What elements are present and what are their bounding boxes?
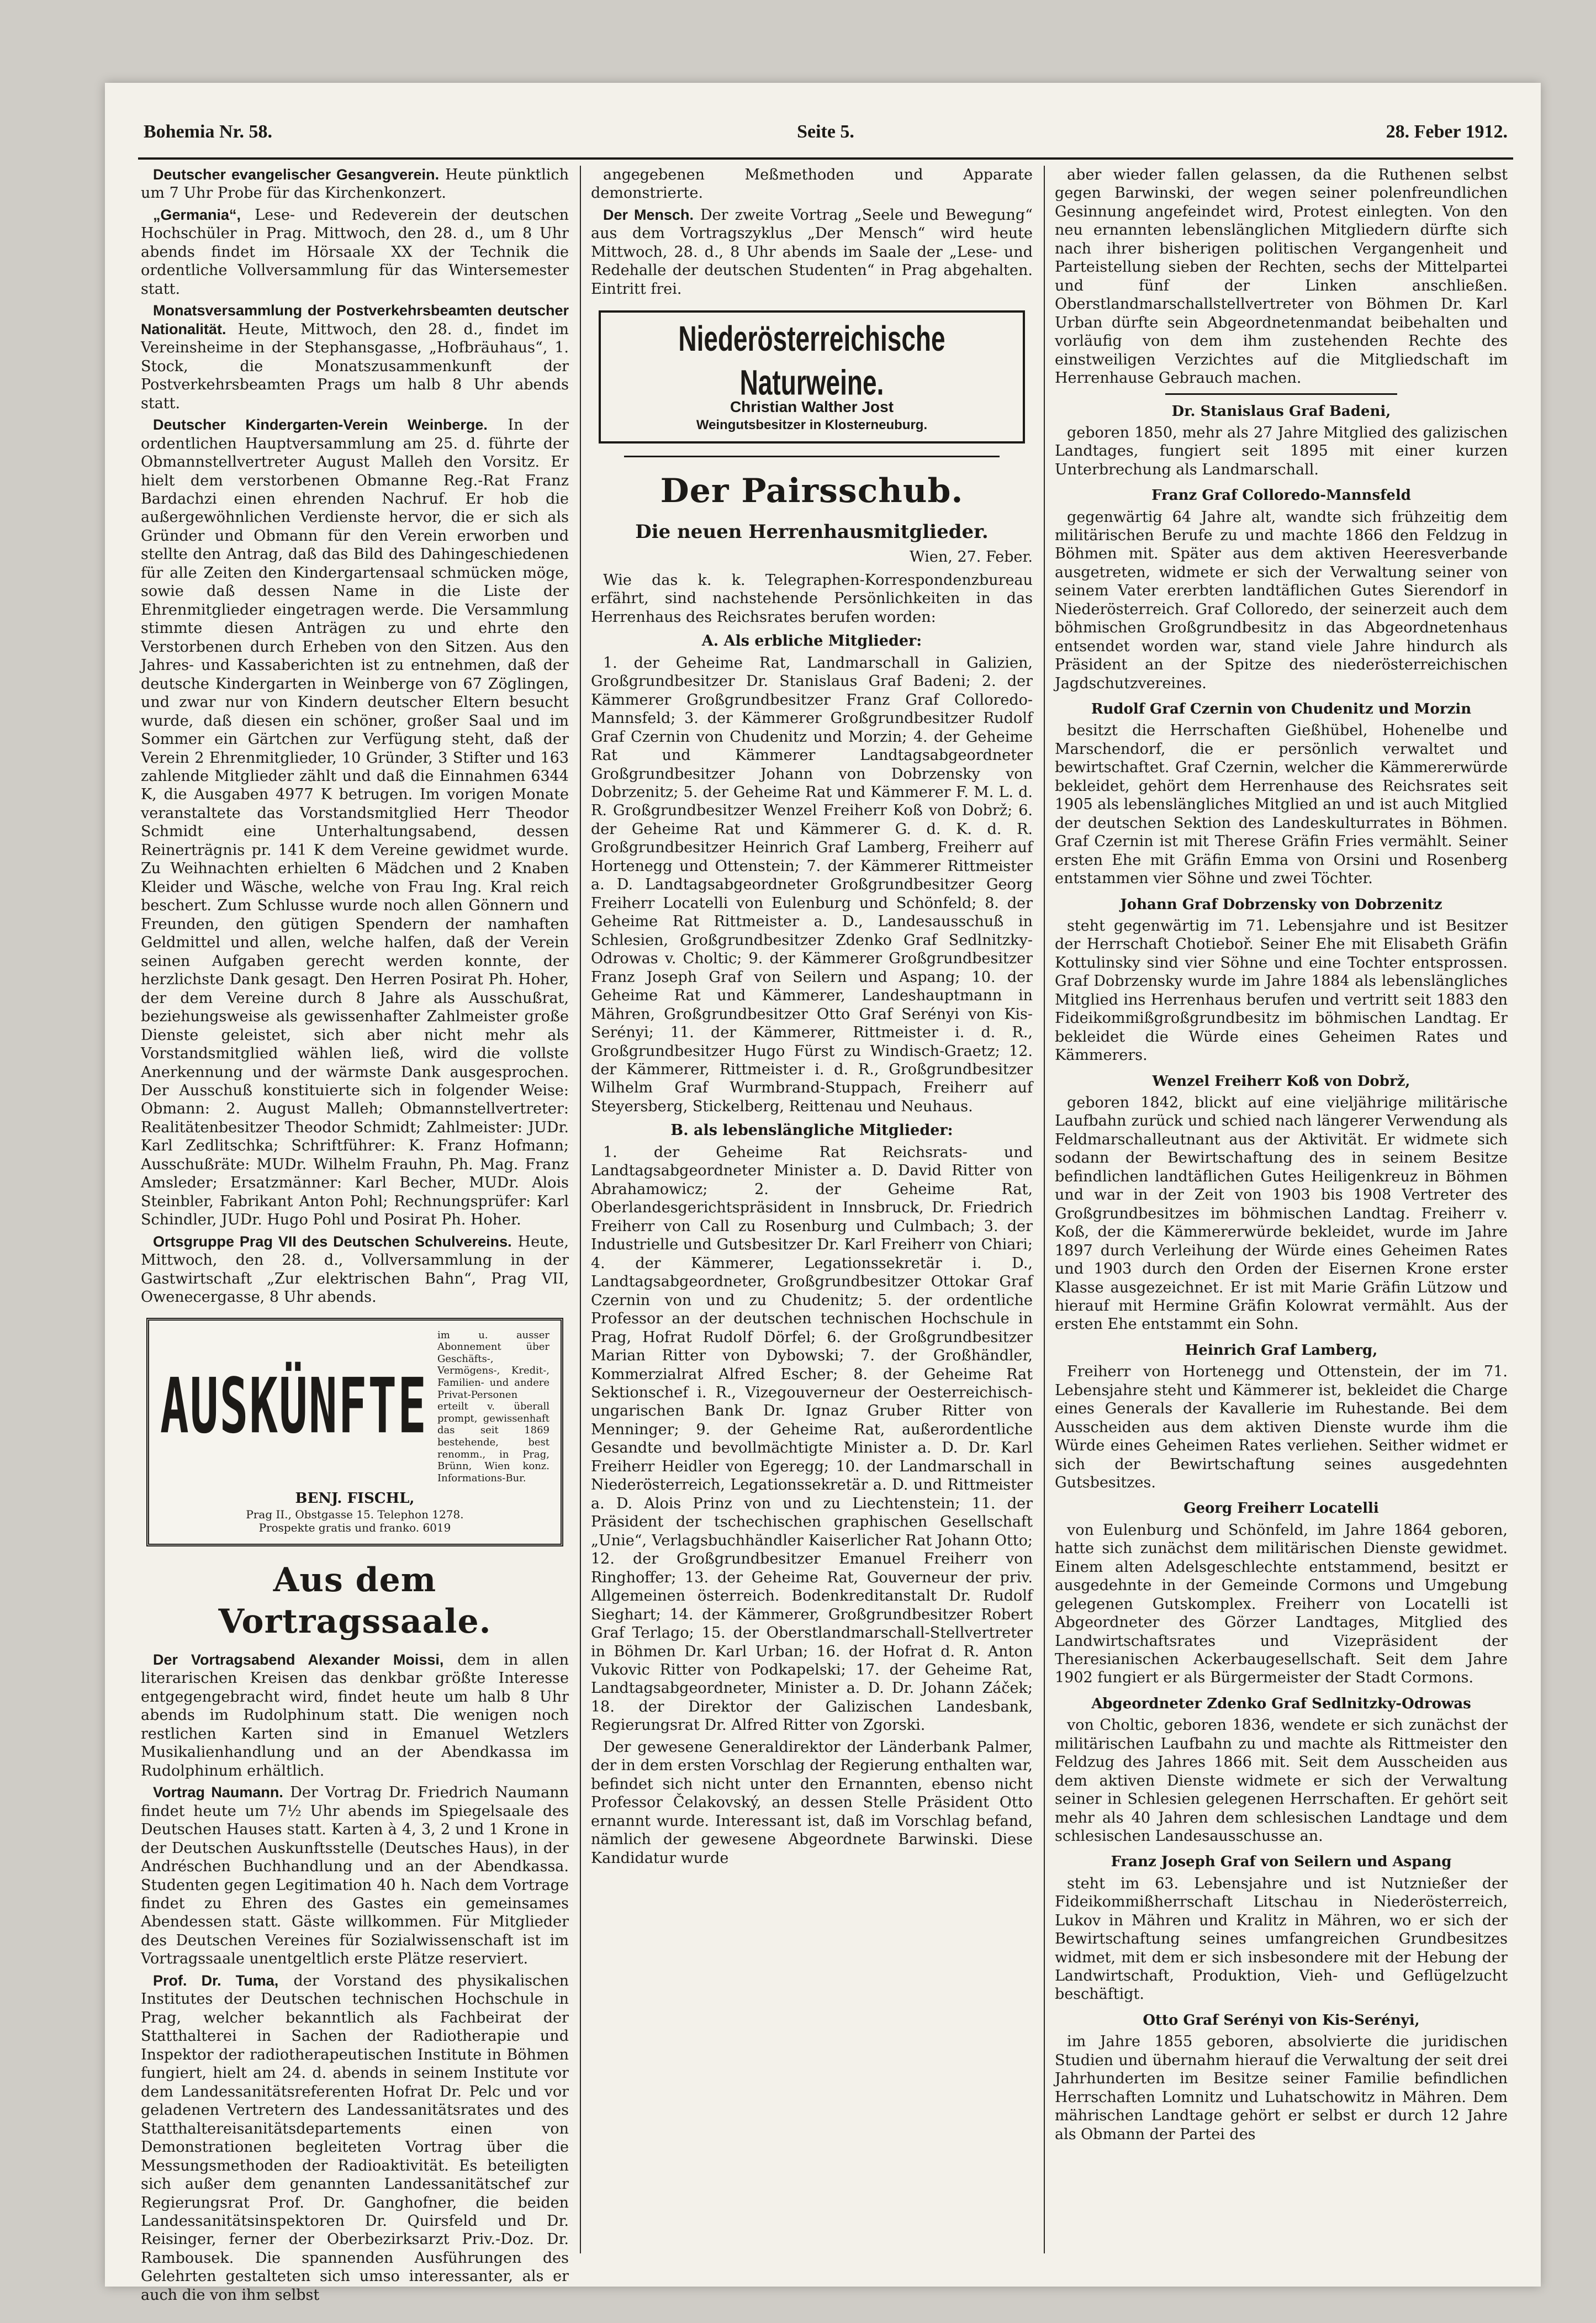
bio-heading: Rudolf Graf Czernin von Chudenitz und Morzin — [1091, 701, 1472, 718]
section-b-heading: B. als lebenslängliche Mitglieder: — [670, 1122, 953, 1139]
notice-schulverein: Ortsgruppe Prag VII des Deutschen Schulvereins. Heute, Mittwoch, den 28. d., Vollversammlung in der Gastwirtschaft „Zur elektrischen Bahn“, Prag VII, Owenecergasse, 8 Uhr abends. — [141, 1233, 569, 1306]
page-number: Seite 5. — [797, 122, 854, 142]
column-2 — [591, 166, 1033, 2264]
dateline: Wien, 27. Feber. — [910, 548, 1033, 566]
bio-heading: Franz Graf Colloredo-Mannsfeld — [1151, 487, 1411, 504]
section-a-heading: A. Als erbliche Mitglieder: — [701, 632, 922, 650]
article-moissi: Der Vortragsabend Alexander Moissi, dem in allen literarischen Kreisen das denkbar größte Interesse entgegengebracht wird, findet heute um halb 8 Uhr abends im Rudolphinum statt. Die wenigen noch restlichen Karten sind in Emanuel Wetzlers Musikalienhandlung und an der Abendkassa im Rudolphinum erhältlich. — [141, 1651, 569, 1780]
notice-postverkehrsbeamten: Monatsversammlung der Postverkehrsbeamten deutscher Nationalität. Heute, Mittwoch, den 28. d., findet im Vereinsheime in der Stephansgasse, „Hofbräuhaus“, 1. Stock, die Monatszusammenkunft der Postverkehrsbeamten Prags um halb 8 Uhr abends statt. — [141, 302, 569, 412]
header-rule — [138, 157, 1513, 160]
article-tuma: Prof. Dr. Tuma, der Vorstand des physikalischen Institutes der Deutschen technischen Hochschule in Prag, welcher bekanntlich als Fachbeirat der Statthalterei in Sachen der Radiotherapie und Inspektor der radiotherapeutischen Institute in Böhmen fungiert, hielt am 24. d. abends in seinem Institute vor dem Landessanitätsreferenten Hofrat Dr. Pelc und vor geladenen Vertretern des Landessanitätsrates und des Statthaltereisanitätsdepartements einen von Demonstrationen begleiteten Vortrag über die Messungsmethoden der Radioaktivität. Es beteiligten sich außer dem genannten Landessanitätschef zur Regierungsrat Prof. Dr. Ganghofner, die beiden Landessanitätsinspektoren Dr. Quirsfeld und Dr. Reisinger, ferner der Oberbezirksarzt Priv.-Doz. Dr. Rambousek. Die spannenden Ausführungen des Gelehrten gestalteten sich umso interessanter, als er auch die von ihm selbst — [141, 1972, 569, 2304]
ad-note: Prospekte gratis und franko. 6019 — [258, 1521, 451, 1535]
bio-heading: Otto Graf Serényi von Kis-Serényi, — [1143, 2011, 1420, 2029]
continued-text: aber wieder fallen gelassen, da die Ruthenen selbst gegen Barwinski, der wegen seiner polenfreundlichen Gesinnung angefeindet wird, Protest einlegten. Von den neu ernannten lebenslänglichen Mitgliedern dürfte sich nach ihrer bisherigen politischen Vergangenheit und Parteistellung sieben der Rechten, sechs der Mittelpartei und fünf der Linken anschließen. Oberstlandmarschallstellvertreter von Böhmen Dr. Karl Urban dürfte sein Abgeordnetenmandat beibehalten und vorläufig von dem ihm zustehenden Rechte des einstweiligen Verzichtes auf die Mitgliedschaft im Herrenhause Gebrauch machen. — [1055, 166, 1508, 387]
bio-heading: Franz Joseph Graf von Seilern und Aspang — [1111, 1854, 1452, 1871]
bio-text: steht im 63. Lebensjahre und ist Nutznießer der Fideikommißherrschaft Litschau in Niederösterreich, Lukov in Mähren und Kralitz in Mähren, wo er sich der Bewirtschaftung seines umfangreichen Grundbesitzes widmet, mit dem er sich insbesondere mit der Hebung der Landwirtschaft, Produktion, Vieh- und Geflügelzucht beschäftigt. — [1055, 1875, 1508, 2003]
advertisement-naturweine — [599, 310, 1025, 444]
bio-heading: Johann Graf Dobrzensky von Dobrzenitz — [1120, 896, 1442, 913]
bio-text: geboren 1842, blickt auf eine vieljährige militärische Laufbahn zurück und schied nach längerer Verwendung als Feldmarschalleutnant aus der Aktivität. Er widmete sich sodann der Bewirtschaftung des in seinem Besitze befindlichen landtäflichen Gutes Heiligenkreuz in Böhmen und war in der Zeit von 1903 bis 1908 Vertreter des Großgrundbesitzes im böhmischen Landtag. Freiherr v. Koß, der die Kämmererwürde bekleidet, wurde im Jahre 1897 durch Verleihung der Würde eines Geheimen Rates und 1903 durch den Orden der Eisernen Krone erster Klasse ausgezeichnet. Er ist mit Marie Gräfin Lützow und hierauf mit Hermine Gräfin Kolowrat vermählt. Aus der ersten Ehe entstammt ein Sohn. — [1055, 1094, 1508, 1333]
bio-text: geboren 1850, mehr als 27 Jahre Mitglied des galizischen Landtages, fungiert seit 1895 mit einer kurzen Unterbrechung als Landmarschall. — [1055, 424, 1508, 478]
ad-address: Prag II., Obstgasse 15. Telephon 1278. — [246, 1507, 464, 1521]
notice-germania: „Germania“, Lese- und Redeverein der deutschen Hochschüler in Prag. Mittwoch, den 28. d., um 8 Uhr abends findet im Hörsaale XX der Technik die ordentliche Vollversammlung für das Wintersemester statt. — [141, 206, 569, 298]
bio-heading: Abgeordneter Zdenko Graf Sedlnitzky-Odrowas — [1091, 1695, 1471, 1712]
notice-kindergarten-verein: Deutscher Kindergarten-Verein Weinberge. In der ordentlichen Hauptversammlung am 25. d. führte der Obmannstellvertreter August Malleh den Vorsitz. Er hielt dem verstorbenen Obmanne Reg.-Rat Franz Bardachzi einen ehrenden Nachruf. Er hob die außergewöhnlichen Verdienste hervor, die er sich als Gründer und Obmann für den Verein erworben und stellte den Antrag, daß das Bild des Dahingeschiedenen für alle Zeiten den Kindergartensaal schmücken möge, sowie daß dessen Name in die Liste der Ehrenmitglieder eingetragen werde. Die Versammlung stimmte diesen Anträgen zu und ehrte den Verstorbenen durch Erheben von den Sitzen. Aus den Jahres- und Kassaberichten ist zu entnehmen, daß der deutsche Kindergarten in Weinberge von 67 Zöglingen, und zwar nur von Kindern deutscher Eltern besucht wurde, daß diesen ein schöner, großer Saal und im Sommer ein Gärtchen zur Verfügung steht, daß der Verein 2 Ehrenmitglieder, 10 Gründer, 3 Stifter und 163 zahlende Mitglieder zählt und daß die Einnahmen 6344 K, die Ausgaben 4977 K betrugen. Im vorigen Monate veranstaltete das Vorstandsmitglied Herr Theodor Schmidt eine Unterhaltungsabend, dessen Reinerträgnis pr. 141 K dem Vereine gewidmet wurde. Zu Weihnachten erhielten 6 Mädchen und 2 Knaben Kleider und Wäsche, welche von Frau Ing. Kral reich beschert. Zum Schlusse wurde noch allen Gönnern und Freunden, den gütigen Spendern der namhaften Geldmittel und allen, welche halfen, daß der Verein seinen Aufgaben gerecht werden konnte, der herzlichste Dank gesagt. Den Herren Posirat Ph. Hoher, der dem Vereine durch 8 Jahre als Ausschußrat, beziehungsweise als gewissenhafter Zahlmeister große Dienste geleistet, sich aber nicht mehr als Vorstandsmitglied wählen ließ, wird die vollste Anerkennung und der wärmste Dank ausgesprochen. Der Ausschuß konstituierte sich in folgender Weise: Obmann: 2. August Malleh; Obmannstellvertreter: Realitätenbesitzer Theodor Schmidt; Zahlmeister: JUDr. Karl Zedlitschka; Schriftführer: K. Franz Hofmann; Ausschußräte: MUDr. Wilhelm Frauhn, Ph. Mag. Franz Amsleder; Ersatzmänner: Karl Becher, MUDr. Alois Steinbler, Fabrikant Anton Pohl; Rechnungsprüfer: Karl Schindler, JUDr. Hugo Pohl und Posirat Ph. Hoher. — [141, 416, 569, 1229]
column-3 — [1055, 166, 1508, 2264]
article-intro: Wie das k. k. Telegraphen-Korrespondenzbureau erfährt, sind nachstehende Persönlichkeiten in das Herrenhaus des Reichsrates berufen worden: — [591, 571, 1033, 626]
section-a-text: 1. der Geheime Rat, Landmarschall in Galizien, Großgrundbesitzer Dr. Stanislaus Graf Badeni; 2. der Kämmerer Großgrundbesitzer Franz Graf Colloredo-Mannsfeld; 3. der Kämmerer Großgrundbesitzer Rudolf Graf Czernin von Chudenitz und Morzin; 4. der Geheime Rat und Kämmerer Landtagsabgeordneter Großgrundbesitzer Johann von Dobrzensky von Dobrzenitz; 5. der Geheime Rat und Kämmerer F. M. L. d. R. Großgrundbesitzer Wenzel Freiherr Koß von Dobrž; 6. der Geheime Rat und Kämmerer G. d. K. d. R. Großgrundbesitzer Heinrich Graf Lamberg, Freiherr auf Hortenegg und Ottenstein; 7. der Kämmerer Rittmeister a. D. Landtagsabgeordneter Großgrundbesitzer Georg Freiherr Locatelli von Eulenburg und Schönfeld; 8. der Geheime Rat Rittmeister a. D., Landesausschuß in Schlesien, Großgrundbesitzer Zdenko Graf Sedlnitzky-Odrowas v. Choltic; 9. der Kämmerer Großgrundbesitzer Franz Joseph Graf von Seilern und Aspang; 10. der Geheime Rat und Kämmerer, Landeshauptmann in Mähren, Großgrundbesitzer Otto Graf Serényi von Kis-Serényi; 11. der Kämmerer, Rittmeister i. d. R., Großgrundbesitzer Hugo Fürst zu Windisch-Graetz; 12. der Kämmerer, Rittmeister i. d. R., Großgrundbesitzer Wilhelm Graf Wurmbrand-Stuppach, Freiherr auf Steyersberg, Stickelberg, Reittenau und Neuhaus. — [591, 654, 1033, 1115]
bio-text: von Eulenburg und Schönfeld, im Jahre 1864 geboren, hatte sich zunächst dem militärischen Dienste gewidmet. Einem alten Adelsgeschlechte entstammend, besitzt er ausgedehnte in der Gemeinde Cormons und Umgebung gelegenen Gutskomplex. Freiherr von Locatelli ist Abgeordneter des Görzer Landtages, Mitglied des Landwirtschaftsrates und Vizepräsident der Theresianischen Ackerbaugesellschaft. Seit dem Jahre 1902 fungiert er als Bürgermeister der Stadt Cormons. — [1055, 1521, 1508, 1687]
notice-evangelischer-gesangverein: Deutscher evangelischer Gesangverein. Heute pünktlich um 7 Uhr Probe für das Kirchenkonzert. — [141, 166, 569, 202]
column-1 — [141, 166, 569, 2304]
ad-company: BENJ. FISCHL, — [295, 1490, 415, 1507]
bio-text: besitzt die Herrschaften Gießhübel, Hohenelbe und Marschendorf, die er persönlich verwaltet und bewirtschaftet. Graf Czernin, welcher die Kämmererwürde bekleidet, gehört dem Herrenhause des Reichsrates seit 1905 als lebenslängliches Mitglied an und ist auch Mitglied der deutschen Sektion des Landeskulturrates in Böhmen. Graf Czernin ist mit Therese Gräfin Fries vermählt. Seiner ersten Ehe mit Gräfin Emma von Orsini und Rosenberg entstammen vier Söhne und zwei Töchter. — [1055, 722, 1508, 888]
article-closing: Der gewesene Generaldirektor der Länderbank Palmer, der in dem ersten Vorschlag der Regierung enthalten war, befindet sich nicht unter den Ernannten, ebenso nicht Professor Čelakovský, an dessen Stelle Präsident Otto ernannt wurde. Interessant ist, daß im Vorschlag befand, nämlich der gewesene Abgeordnete Barwinski. Diese Kandidatur wurde — [591, 1738, 1033, 1867]
issue-date: 28. Feber 1912. — [1386, 122, 1508, 142]
ad-wine-owner: Christian Walther Jost — [730, 398, 894, 416]
bio-heading: Heinrich Graf Lamberg, — [1185, 1342, 1378, 1359]
bio-text: gegenwärtig 64 Jahre alt, wandte sich frühzeitig dem militärischen Berufe zu und machte 1866 den Feldzug in Böhmen mit. Später aus dem aktiven Heeresverbande ausgetreten, widmete er sich der Verwaltung seiner von seinem Vater ererbten landtäflichen Gutes Sierendorf in Niederösterreich. Graf Colloredo, der seinerzeit auch dem böhmischen Großgrundbesitz in das Abgeordnetenhaus entsendet worden war, stand viele Jahre hindurch als Präsident an der Spitze des niederösterreichischen Jagdschutzvereines. — [1055, 508, 1508, 692]
advertisement-auskuenfte — [146, 1318, 563, 1547]
divider — [624, 456, 1000, 457]
ad-title: AUSKÜNFTE — [160, 1362, 427, 1451]
ad-wine-place: Weingutsbesitzer in Klosterneuburg. — [696, 418, 928, 433]
article-naumann: Vortrag Naumann. Der Vortrag Dr. Friedrich Naumann findet heute um 7½ Uhr abends im Spiegelsaale des Deutschen Hauses statt. Karten à 4, 3, 2 und 1 Krone in der Deutschen Auskunftsstelle (Deutsches Haus), in der Andréschen Buchhandlung und an der Abendkassa. Studenten gegen Legitimation 40 h. Nach dem Vortrage findet zu Ehren des Gastes ein gemeinsames Abendessen statt. Gäste willkommen. Für Mitglieder des Deutschen Vereines für Sozialwissenschaft ist im Vortragssaale unentgeltlich erste Plätze reserviert. — [141, 1784, 569, 1968]
section-title-vortragssaal: Aus dem Vortragssaale. — [218, 1561, 492, 1641]
ad-description: im u. ausser Abonnement über Geschäfts-, Vermögens-, Kredit-, Familien- und andere Privat-Personen erteilt v. überall prompt, gewissenhaft das seit 1869 bestehende, best renomm., in Prag, Brünn, Wien konz. Informations-Bur. — [437, 1329, 549, 1484]
bio-text: im Jahre 1855 geboren, absolvierte die juridischen Studien und übernahm hierauf die Verwaltung der seit drei Jahrhunderten im Besitze seiner Familie befindlichen Herrschaften Lomnitz und Luhatschowitz in Mähren. Dem mährischen Landtage gehört er selbst er durch 12 Jahre als Obmann der Partei des — [1055, 2033, 1508, 2143]
bio-text: Freiherr von Hortenegg und Ottenstein, der im 71. Lebensjahre steht und Kämmerer ist, bekleidet die Charge eines Generals der Kavallerie im Ruhestande. Bei dem Ausscheiden aus dem aktiven Dienste wurde ihm die Würde eines Geheimen Rates verliehen. Seither widmet er sich der Bewirtschaftung seines ausgedehnten Gutsbesitzes. — [1055, 1363, 1508, 1491]
page-header — [144, 116, 1508, 155]
article-title-pairsschub: Der Pairsschub. — [660, 471, 964, 510]
bio-text: steht gegenwärtig im 71. Lebensjahre und ist Besitzer der Herrschaft Chotieboř. Seiner Ehe mit Elisabeth Gräfin Kottulinsky sind vier Söhne und eine Tochter entsprossen. Graf Dobrzensky wurde im Jahre 1884 als lebenslängliches Mitglied ins Herrenhaus berufen und vertritt seit 1883 den Fideikommißgroßgrundbesitz im böhmischen Landtag. Er bekleidet die Würde eines Geheimen Rates und Kämmerers. — [1055, 917, 1508, 1064]
divider — [1165, 393, 1397, 395]
column-divider — [580, 166, 581, 2253]
newspaper-page — [105, 83, 1541, 2304]
masthead-issue: Bohemia Nr. 58. — [144, 122, 272, 142]
column-divider — [1044, 166, 1045, 2253]
article-mensch: Der Mensch. Der zweite Vortrag „Seele und Bewegung“ aus dem Vortragszyklus „Der Mensch“ wird heute Mittwoch, 28. d., 8 Uhr abends im Saale der „Lese- und Redehalle der deutschen Studenten“ in Prag abgehalten. Eintritt frei. — [591, 206, 1033, 298]
continued-text: angegebenen Meßmethoden und Apparate demonstrierte. — [591, 166, 1033, 202]
bio-heading: Dr. Stanislaus Graf Badeni, — [1171, 403, 1391, 420]
bio-heading: Georg Freiherr Locatelli — [1183, 1500, 1379, 1517]
section-b-text: 1. der Geheime Rat Reichsrats- und Landtagsabgeordneter Minister a. D. David Ritter von Abrahamowicz; 2. der Geheime Rat, Oberlandesgerichtspräsident in Innsbruck, Dr. Friedrich Freiherr von Call zu Rosenburg und Culmbach; 3. der Industrielle und Gutsbesitzer Dr. Karl Freiherr von Chiari; 4. der Kämmerer, Legationssekretär i. D., Landtagsabgeordneter, Großgrundbesitzer Ottokar Graf Czernin von und zu Chudenitz; 5. der ordentliche Professor an der deutschen technischen Hochschule in Prag, Hofrat Rudolf Dörfel; 6. der Großgrundbesitzer Marian Ritter von Dybowski; 7. der Großhändler, Kommerzialrat Alfred Escher; 8. der Geheime Rat Sektionschef i. R., Vizegouverneur der Oesterreichisch-ungarischen Bank Dr. Ignaz Gruber Ritter von Menninger; 9. der Geheime Rat, außerordentliche Gesandte und bevollmächtigte Minister a. D. Dr. Karl Freiherr Heidler von Egeregg; 10. der Landmarschall in Niederösterreich, Legationssekretär a. D. und Rittmeister a. D. Alois Prinz von und zu Liechtenstein; 11. der Präsident der tschechischen graphischen Gesellschaft „Unie“, Verlagsbuchhändler Kaiserlicher Rat Johann Otto; 12. der Großgrundbesitzer Emanuel Freiherr von Ringhoffer; 13. der Geheime Rat, Gouverneur der priv. Allgemeinen österreich. Bodenkreditanstalt Dr. Rudolf Sieghart; 14. der Kämmerer, Großgrundbesitzer Robert Graf Terlago; 15. der Oberstlandmarschall-Stellvertreter in Böhmen Dr. Karl Urban; 16. der Hofrat d. R. Anton Vukovic Ritter von Podkapelski; 17. der Geheime Rat, Landtagsabgeordneter, Minister a. D. Dr. Johann Záček; 18. der Direktor der Galizischen Landesbank, Regierungsrat Dr. Alfred Ritter von Zgorski. — [591, 1143, 1033, 1734]
bio-heading: Wenzel Freiherr Koß von Dobrž, — [1152, 1073, 1410, 1090]
ad-wine-title: Niederösterreichische Naturweine. — [678, 318, 945, 403]
bio-text: von Choltic, geboren 1836, wendete er sich zunächst der militärischen Laufbahn zu und machte als Rittmeister den Feldzug des Jahres 1866 mit. Seit dem Ausscheiden aus dem aktiven Dienste widmete er sich der Verwaltung seiner in Schlesien gelegenen Herrschaften. Er gehört seit mehr als 40 Jahren dem schlesischen Landtage und dem schlesischen Landesausschusse an. — [1055, 1717, 1508, 1845]
article-subtitle: Die neuen Herrenhausmitglieder. — [635, 521, 989, 543]
